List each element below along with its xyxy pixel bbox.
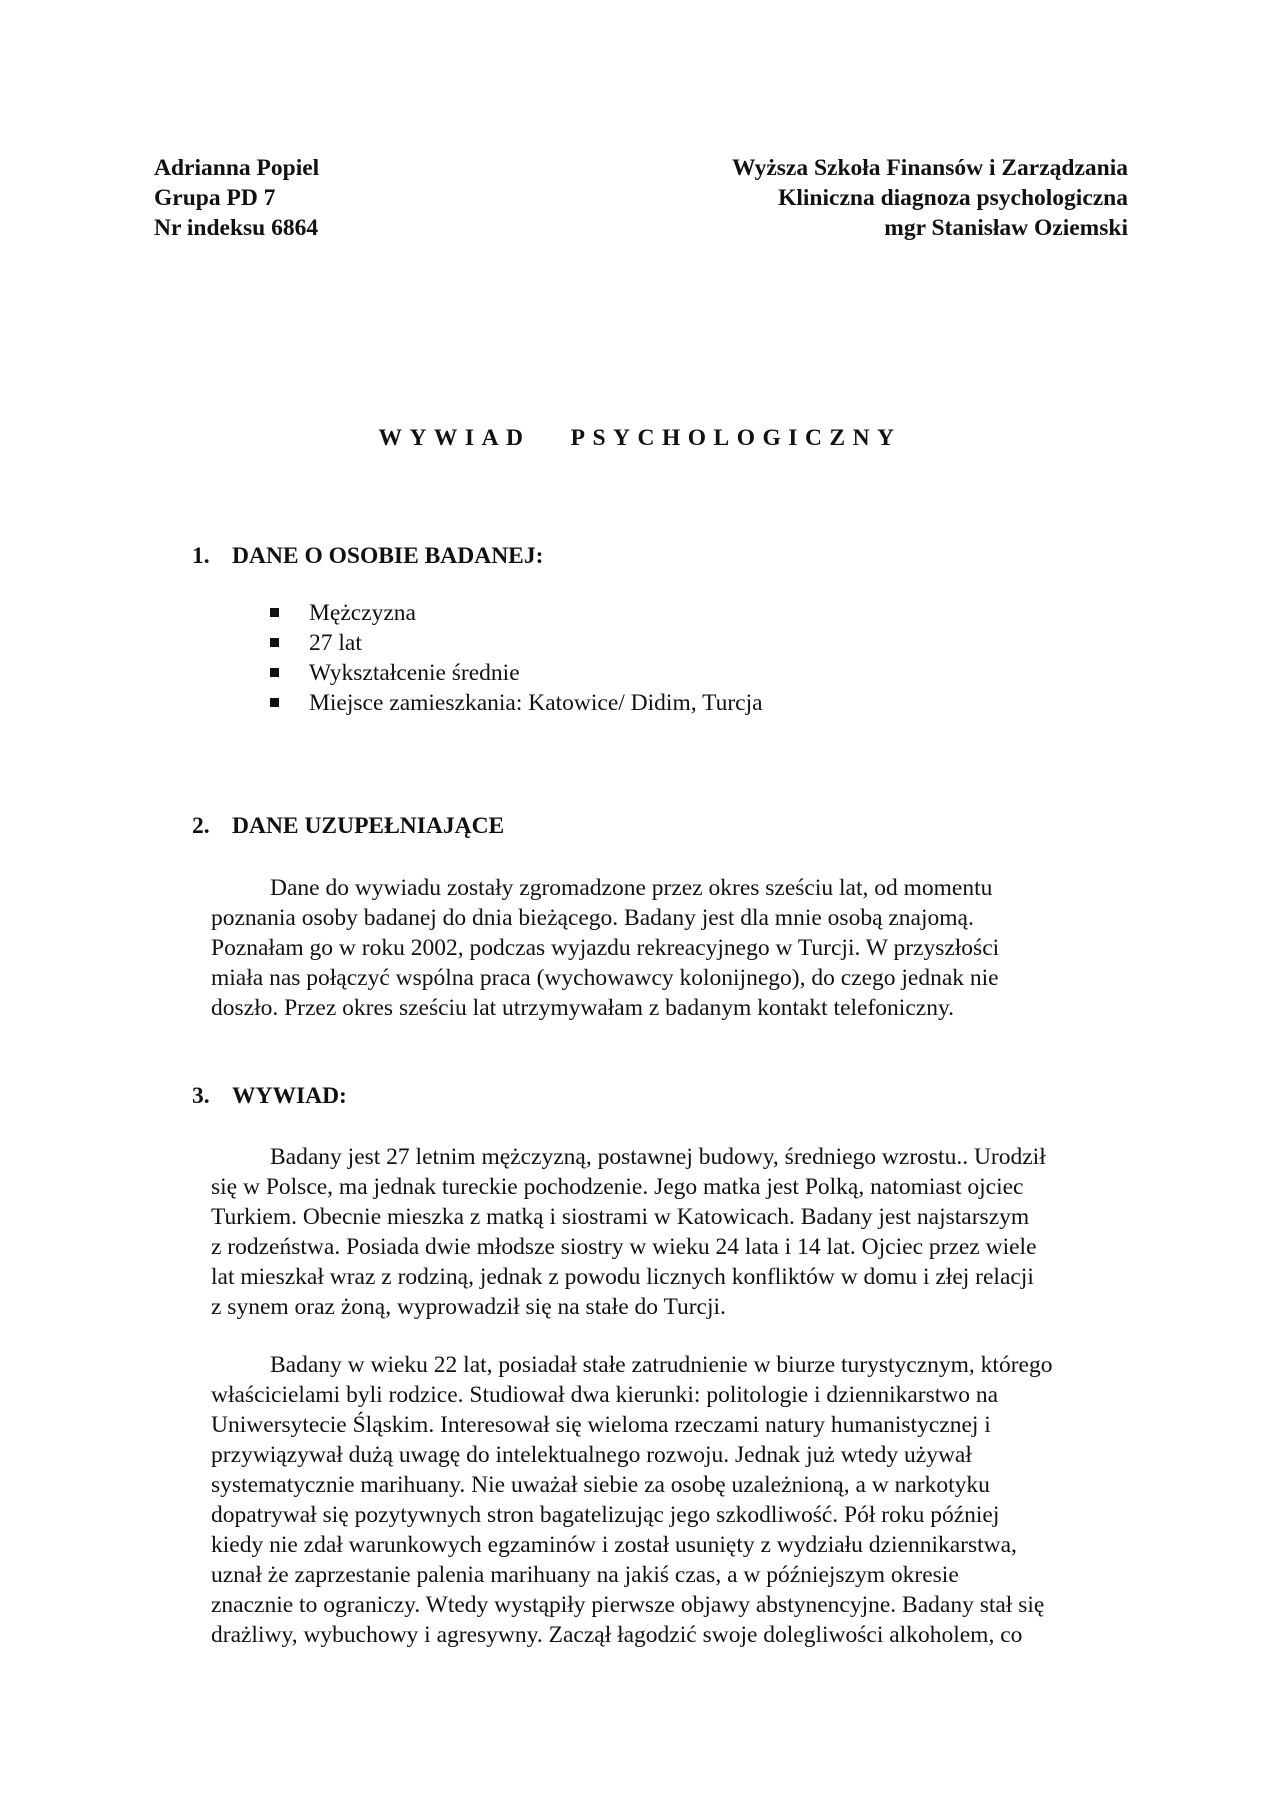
subject-data-list xyxy=(270,598,763,718)
text-line: przywiązywał dużą uwagę do intelektualnego rozwoju. Jednak już wtedy używał xyxy=(211,1442,972,1468)
list-item xyxy=(270,658,763,688)
school-name: Wyższa Szkoła Finansów i Zarządzania xyxy=(731,155,1128,181)
square-bullet-icon xyxy=(270,638,279,647)
text-line: Badany w wieku 22 lat, posiadał stałe zatrudnienie w biurze turystycznym, którego xyxy=(270,1352,1053,1378)
list-item-text: Miejsce zamieszkania: Katowice/ Didim, Turcja xyxy=(309,690,763,716)
interview-paragraph-1 xyxy=(211,1142,1141,1322)
text-line: Uniwersytecie Śląskim. Interesował się wieloma rzeczami natury humanistycznej i xyxy=(211,1412,991,1438)
section-2-heading xyxy=(192,813,504,840)
square-bullet-icon xyxy=(270,698,279,707)
square-bullet-icon xyxy=(270,668,279,677)
text-line: z rodzeństwa. Posiada dwie młodsze siostry w wieku 24 lata i 14 lat. Ojciec przez wiele xyxy=(211,1234,1037,1260)
list-item xyxy=(270,598,763,628)
list-item xyxy=(270,628,763,658)
section-3-number: 3. xyxy=(192,1083,210,1109)
section-1-number: 1. xyxy=(192,543,210,569)
course-name: Kliniczna diagnoza psychologiczna xyxy=(778,185,1128,211)
lecturer-name: mgr Stanisław Oziemski xyxy=(884,215,1128,241)
author-info xyxy=(154,153,319,243)
list-item-text: Mężczyzna xyxy=(309,600,416,626)
text-line: się w Polsce, ma jednak tureckie pochodzenie. Jego matka jest Polką, natomiast ojciec xyxy=(211,1174,1024,1200)
text-line: uznał że zaprzestanie palenia marihuany na jakiś czas, a w późniejszym okresie xyxy=(211,1562,959,1588)
text-line: dopatrywał się pozytywnych stron bagatelizując jego szkodliwość. Pół roku później xyxy=(211,1502,1000,1528)
author-index: Nr indeksu 6864 xyxy=(154,215,319,241)
text-line: z synem oraz żoną, wyprowadził się na stałe do Turcji. xyxy=(211,1294,726,1320)
text-line: Turkiem. Obecnie mieszka z matką i siostrami w Katowicach. Badany jest najstarszym xyxy=(211,1204,1030,1230)
text-line: lat mieszkał wraz z rodziną, jednak z powodu licznych konfliktów w domu i złej relacji xyxy=(211,1264,1034,1290)
interview-paragraph-2 xyxy=(211,1350,1141,1650)
text-line: właścicielami byli rodzice. Studiował dwa kierunki: politologie i dziennikarstwo na xyxy=(211,1382,999,1408)
text-line: systematycznie marihuany. Nie uważał siebie za osobę uzależnioną, a w narkotyku xyxy=(211,1472,990,1498)
text-line: znacznie to ograniczy. Wtedy wystąpiły pierwsze objawy abstynencyjne. Badany stał się xyxy=(211,1592,1045,1618)
list-item-text: 27 lat xyxy=(309,630,362,656)
list-item xyxy=(270,688,763,718)
section-3-title: WYWIAD: xyxy=(232,1083,347,1109)
text-line: Dane do wywiadu zostały zgromadzone przez okres sześciu lat, od momentu xyxy=(270,875,993,901)
text-line: drażliwy, wybuchowy i agresywny. Zaczął łagodzić swoje dolegliwości alkoholem, co xyxy=(211,1622,1023,1648)
square-bullet-icon xyxy=(270,608,279,617)
text-line: kiedy nie zdał warunkowych egzaminów i został usunięty z wydziału dziennikarstwa, xyxy=(211,1532,1017,1558)
section-2-number: 2. xyxy=(192,813,210,839)
text-line: miała nas połączyć wspólna praca (wychowawcy kolonijnego), do czego jednak nie xyxy=(211,965,999,991)
text-line: Poznałam go w roku 2002, podczas wyjazdu rekreacyjnego w Turcji. W przyszłości xyxy=(211,935,1000,961)
text-line: Badany jest 27 letnim mężczyzną, postawnej budowy, średniego wzrostu.. Urodził xyxy=(270,1144,1046,1170)
section-2-title: DANE UZUPEŁNIAJĄCE xyxy=(232,813,505,839)
document-title: WYWIAD PSYCHOLOGICZNY xyxy=(378,425,902,451)
supplementary-paragraph xyxy=(211,873,1141,1023)
author-name: Adrianna Popiel xyxy=(154,155,320,181)
text-line: doszło. Przez okres sześciu lat utrzymywałam z badanym kontakt telefoniczny. xyxy=(211,995,955,1021)
section-3-heading xyxy=(192,1083,347,1110)
course-info xyxy=(732,153,1128,243)
section-1-title: DANE O OSOBIE BADANEJ: xyxy=(232,543,544,569)
text-line: poznania osoby badanej do dnia bieżącego. Badany jest dla mnie osobą znajomą. xyxy=(211,905,974,931)
list-item-text: Wykształcenie średnie xyxy=(309,660,520,686)
author-group: Grupa PD 7 xyxy=(154,185,276,211)
section-1-heading xyxy=(192,543,543,570)
